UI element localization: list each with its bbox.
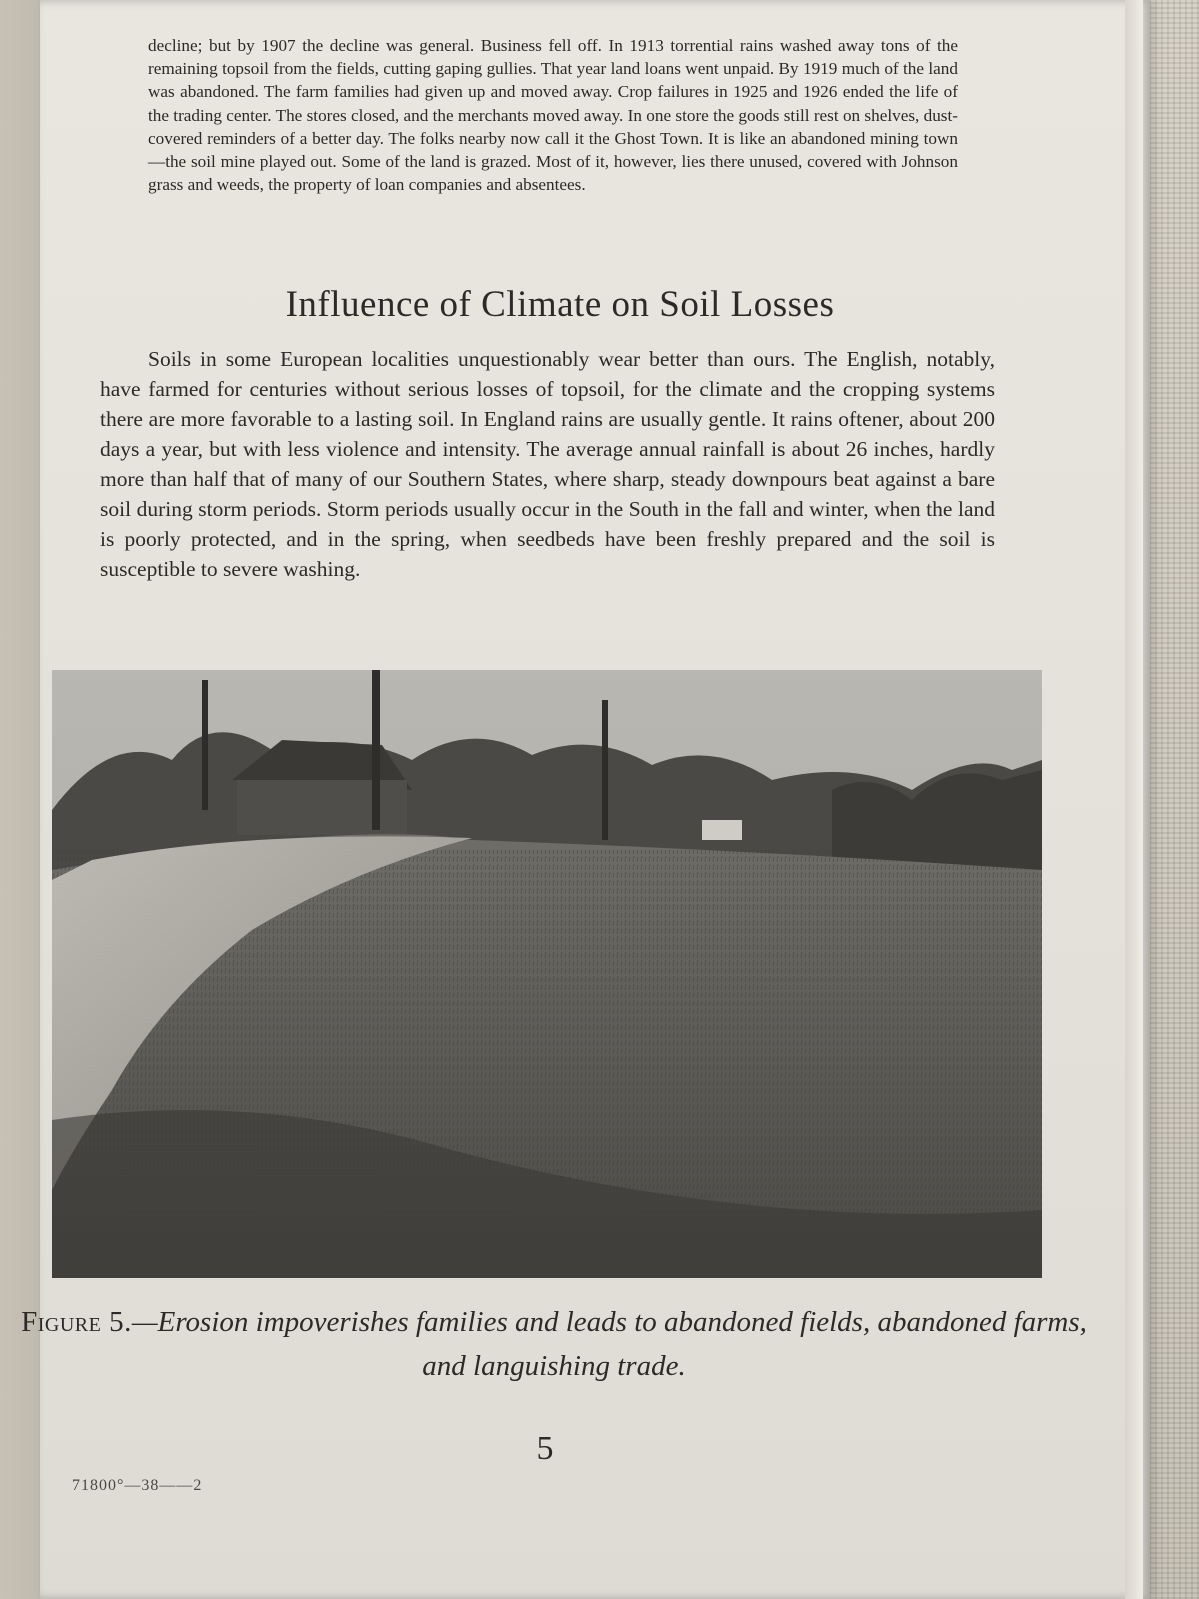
page-number: 5	[536, 1430, 554, 1467]
body-paragraph	[100, 344, 995, 584]
page-right-edge	[1125, 0, 1143, 1599]
body-paragraph-text: Soils in some European localities unquestionably wear better than ours. The English, notably, have farmed for centuries without serious losses of topsoil, for the climate and the cropping systems there are more favorable to a lasting soil. In England rains are usually gentle. It rains oftener, about 200 days a year, but with less violence and intensity. The average annual rainfall is about 26 inches, hardly more than half that of many of our Southern States, where sharp, steady downpours beat against a bare soil during storm periods. Storm periods usually occur in the South in the fall and winter, when the land is poorly protected, and in the spring, when seedbeds have been freshly prepared and the soil is susceptible to severe washing.	[100, 347, 995, 581]
intro-paragraph: decline; but by 1907 the decline was general. Business fell off. In 1913 torrential rains washed away tons of the remaining topsoil from the fields, cutting gaping gullies. That year land loans went unpaid. By 1919 much of the land was abandoned. The farm families had given up and moved away. Crop failures in 1925 and 1926 ended the life of the trading center. The stores closed, and the merchants moved away. In one store the goods still rest on shelves, dust-covered reminders of a better day. The folks nearby now call it the Ghost Town. It is like an abandoned mining town—the soil mine played out. Some of the land is grazed. Most of it, however, lies there unused, covered with Johnson grass and weeds, the property of loan companies and absentees.	[148, 36, 958, 195]
figure-photo	[52, 670, 1042, 1278]
figure-label: Figure 5.	[21, 1306, 132, 1338]
figure-caption-text: —Erosion impoverishes families and leads to abandoned fields, abandoned farms, and languishing trade.	[131, 1306, 1087, 1382]
print-code: 71800°—38——2	[72, 1477, 203, 1494]
section-heading: Influence of Climate on Soil Losses	[285, 284, 835, 325]
landscape-photo-illustration	[52, 670, 1042, 1278]
figure-caption	[4, 1300, 1104, 1388]
